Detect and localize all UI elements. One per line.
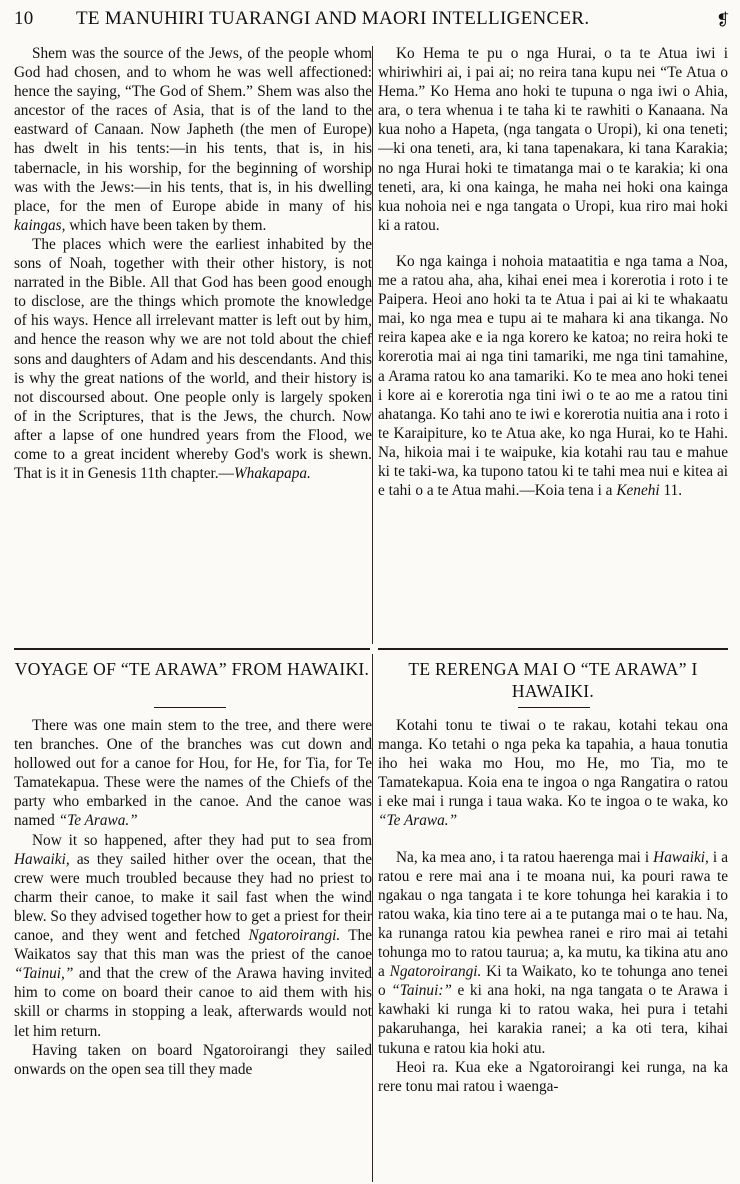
english-paragraph-2: The places which were the earliest inhabited by the sons of Noah, together with their other history, is not narrated in the Bible. All that God has been good enough to disclose, are the things which promote the knowledge of his ways. Hence all irrelevant matter is left out by him, and hence the reason why we are not told about the chief sons and daughters of Adam and his descendants. And this is why the great nations of the world, and their history is not discoursed about. One people only is largely spoken of in the Scriptures, that is the Jews, the church. Now after a lapse of one hundred years from the Flood, we come to a great incident whereby God's work is shewn. That is it in Genesis 11th chapter.—Whakapapa. xyxy=(14,235,372,483)
maori-article-heading: TE RERENGA MAI O “TE ARAWA” I HAWAIKI. xyxy=(408,659,698,701)
english-voyage-paragraph-2: Now it so happened, after they had put to sea from Hawaiki, as they sailed hither over the ocean, that the crew were much troubled because they had no priest to charm their canoe, to make it sail fast when the wind blew. So they advised together how to get a priest for their canoe, and they went and fetched Ngatoroirangi. The Waikatos say that this man was the priest of the canoe “Tainui,” and that the crew of the Arawa having invited him to come on board their canoe to aid them with his skill or charms in stopping a leak, afterwards would not let him return. xyxy=(14,831,372,1040)
masthead-title: TE MANUHIRI TUARANGI AND MAORI INTELLIGENCER. xyxy=(76,8,590,29)
maori-voyage-paragraph-1: Kotahi tonu te tiwai o te rakau, kotahi tekau ona manga. Ko tetahi o nga peka ka tapahia, a haua tonutia iho hei waka mo Hou, mo He, mo Tia, mo te Tamatekapua. Koia ena te ingoa o nga Rangatira o ratou i eke mai i runga i taua waka. Ko te ingoa o te waka, ko “Te Arawa.” xyxy=(378,717,728,830)
english-voyage-paragraph-1: There was one main stem to the tree, and there were ten branches. One of the branches was cut down and hollowed out for a canoe for Hou, for He, for Tia, for Te Tamatekapua. These were the names of the Chiefs of the party who embarked in the canoe. And the canoe was named “Te Arawa.” xyxy=(14,717,372,830)
english-column-top xyxy=(14,44,372,646)
maori-paragraph-2: Ko nga kainga i nohoia mataatitia e nga tama a Noa, me a ratou aha, aha, kihai enei mea i korerotia i roto i te Paipera. Heoi ano hoki ta te Atua i pai ai ki te whakaatu mai, ko nga mea e tupu ai te mahara ki ana tikanga. No reira kapea ake e ia nga korero ke katoa; no reira hoki te korerotia mai ai nga tini tamariki, me nga tini tamahine, a Arama ratou ko ana tamariki. Ko te mea ano hoki tenei i kore ai e korerotia nga tini iwi o te ao me a ratou tini ahatanga. Ko tahi ano te iwi e korerotia nuitia ana i roto i te Karaipiture, ko te Atua ake, ko nga Hurai, ko te Hahi. Na, hikoia mai i te waipuke, kia kotahi rau tau e mahue ki te taki-wa, ka tupono tatou ki te tahi mea nui e kitea ai e tahi o a te Atua mahi.—Koia tena i a Kenehi 11. xyxy=(378,252,728,500)
english-voyage-paragraph-3: Having taken on board Ngatoroirangi they sailed onwards on the open sea till they made xyxy=(14,1041,372,1078)
maori-paragraph-1: Ko Hema te pu o nga Hurai, o ta te Atua iwi i whiriwhiri ai, i pai ai; no reira tana kupu nei “Te Atua o Hema.” Ko Hema ano hoki te tupuna o nga iwi o Ahia, ara, o tera whenua i te taha ki te rawhiti o Kanaana. Na kua noho a Hapeta, (nga tangata o Uropi), ki ona teneti;—ki ona teneti, ara, ki tana tapenakara, ki tana Karakia; no nga Hurai hoki te timatanga mai o te karakia; ki ona teneti, ara, ki ona kainga, he maha nei hoki ona kainga kua nohoia nei e nga tangata o Uropi, kua riro mai hoki ki a ratou. xyxy=(378,45,728,234)
page-header xyxy=(14,4,730,34)
english-column-bottom xyxy=(14,716,372,1182)
heading-underline-left xyxy=(154,707,226,708)
column-divider-bottom xyxy=(372,654,373,1182)
section-rule-left xyxy=(14,648,370,650)
heading-underline-right xyxy=(518,707,590,708)
maori-column-top xyxy=(378,44,728,646)
corner-ornament-icon: ❡ xyxy=(716,12,730,29)
page-number: 10 xyxy=(14,8,34,29)
maori-voyage-paragraph-3: Heoi ra. Kua eke a Ngatoroirangi kei runga, na ka rere tonu mai ratou i waenga- xyxy=(378,1058,728,1095)
english-paragraph-1: Shem was the source of the Jews, of the people whom God had chosen, and to whom he was well affectioned: hence the saying, “The God of Shem.” Shem was also the ancestor of the races of Asia, that is of the land to the eastward of Canaan. Now Japheth (the men of Europe) has dwelt in his tents:—in his tents, that is, in his tabernacle, in his worship, for the beginning of worship was with the Jews:—in his tents, that is, in his dwelling place, for the men of Europe abide in many of his kaingas, which have been taken by them. xyxy=(14,45,372,234)
english-article-heading: VOYAGE OF “TE ARAWA” FROM HAWAIKI. xyxy=(14,659,370,679)
maori-voyage-paragraph-2: Na, ka mea ano, i ta ratou haerenga mai i Hawaiki, i a ratou e rere mai ana i te moana nui, ka pouri rawa te ngakau o nga tangata i te kore tohunga hei karakia i to ratou waka, kia tino tere ai a te putanga mai o te hau. Na, ka runanga ratou kia pewhea ranei e riro mai ai tetahi tohunga mo to ratou taurua; a, ka mutu, ka tikina atu ano a Ngatoroirangi. Ki ta Waikato, ko te tohunga ano tenei o “Tainui:” e ki ana hoki, na nga tangata o te Arawa i kawhaki ki runga ki to ratou waka, hei pura i tetahi pakaruhanga, hei karakia ranei; a ka oti tera, kihai tukuna e ratou kia hoki atu. xyxy=(378,848,728,1057)
section-rule-right xyxy=(378,648,728,650)
column-divider-top xyxy=(372,46,373,644)
maori-column-bottom xyxy=(378,716,728,1182)
